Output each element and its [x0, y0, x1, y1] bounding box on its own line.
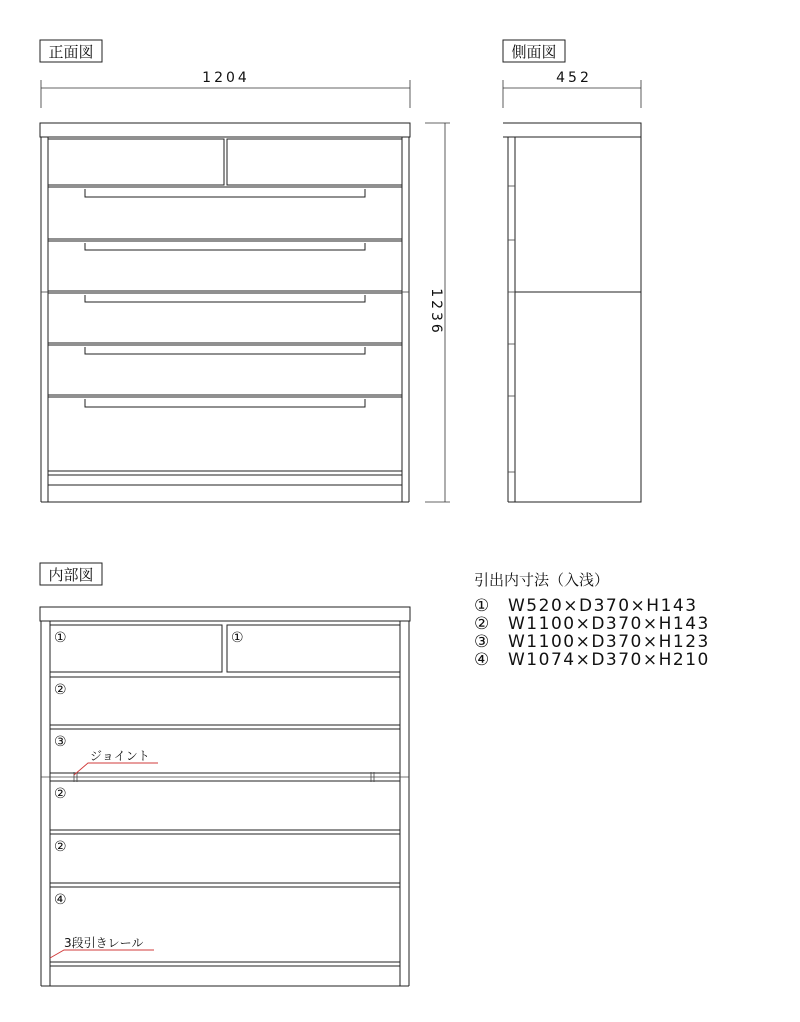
front-top-board — [40, 123, 410, 137]
height-dimension-label: 1236 — [428, 288, 444, 336]
dimension-row-marker: ③ — [474, 632, 491, 652]
front-drawer-2 — [48, 187, 402, 239]
front-handle-4 — [85, 295, 365, 302]
marker-1a: ① — [54, 630, 67, 646]
marker-2a: ② — [54, 682, 67, 698]
interior-compartment-5 — [50, 834, 400, 883]
interior-compartment-1-right — [227, 625, 400, 672]
side-view-title: 側面図 — [511, 43, 557, 61]
dimension-row-marker: ① — [474, 596, 491, 616]
front-drawer-top-right — [227, 139, 402, 185]
front-drawer-5 — [48, 345, 402, 395]
marker-2c: ② — [54, 839, 67, 855]
dimension-row-spec: W520×D370×H143 — [508, 596, 698, 616]
front-handle-6 — [85, 399, 365, 407]
front-handle-5 — [85, 347, 365, 354]
marker-4: ④ — [54, 892, 67, 908]
rail-label: 3段引きレール — [64, 936, 144, 950]
side-top-board — [503, 123, 641, 137]
dimension-row-spec: W1100×D370×H143 — [508, 614, 710, 634]
front-drawer-4 — [48, 293, 402, 343]
interior-top-board — [40, 607, 410, 621]
dimension-row-marker: ② — [474, 614, 491, 634]
interior-compartment-2 — [50, 677, 400, 725]
inner-dimensions — [474, 571, 710, 670]
dimension-row-marker: ④ — [474, 650, 491, 670]
inner-dimensions-title: 引出内寸法（入浅） — [474, 571, 610, 589]
marker-3: ③ — [54, 734, 67, 750]
front-view-title: 正面図 — [48, 43, 94, 61]
depth-dimension-label: 452 — [556, 70, 592, 86]
interior-compartment-4 — [50, 781, 400, 830]
interior-compartment-1-left — [50, 625, 222, 672]
dimension-row-spec: W1074×D370×H210 — [508, 650, 710, 670]
front-drawer-6 — [48, 397, 402, 471]
interior-view-title: 内部図 — [48, 566, 94, 584]
front-drawer-top-left — [48, 139, 224, 185]
front-drawer-3 — [48, 241, 402, 291]
front-view — [40, 40, 450, 502]
side-view — [503, 40, 641, 502]
marker-1b: ① — [231, 630, 244, 646]
joint-label: ジョイント — [90, 749, 150, 763]
front-handle-2 — [85, 189, 365, 197]
interior-view — [40, 563, 410, 986]
width-dimension-label: 1204 — [202, 70, 250, 86]
side-body — [515, 137, 641, 502]
dimension-row-spec: W1100×D370×H123 — [508, 632, 710, 652]
interior-compartment-6 — [50, 887, 400, 962]
marker-2b: ② — [54, 786, 67, 802]
front-handle-3 — [85, 243, 365, 250]
rail-leader-line — [50, 950, 154, 958]
